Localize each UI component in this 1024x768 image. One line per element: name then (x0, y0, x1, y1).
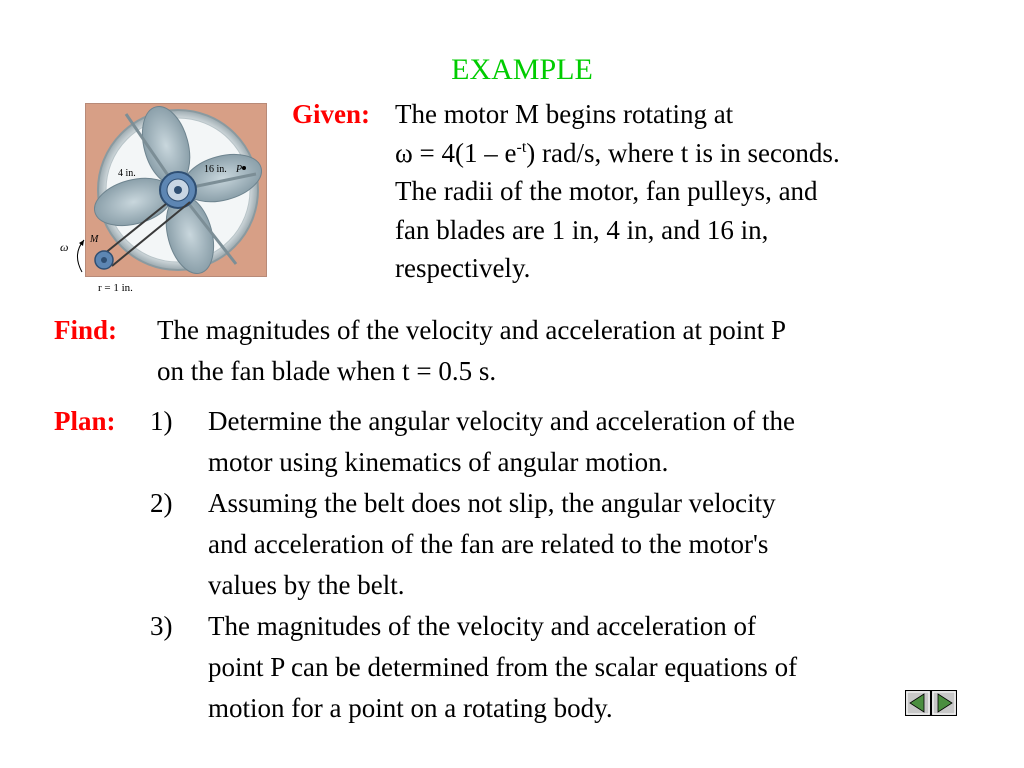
find-label: Find: (54, 315, 118, 345)
plan-item-1-line-1: Determine the angular velocity and acceleration of the (208, 406, 795, 436)
plan-label: Plan: (54, 406, 116, 436)
given-text (395, 96, 995, 289)
plan-item-2-num: 2) (150, 488, 173, 518)
label-m: M (90, 234, 99, 245)
fan-illustration (86, 104, 266, 276)
label-omega: ω (60, 240, 69, 254)
plan-item-2-line-1: Assuming the belt does not slip, the angular velocity (208, 488, 776, 518)
plan-item-3-line-2: point P can be determined from the scalar equations of (208, 652, 798, 682)
label-r: r = 1 in. (98, 282, 133, 294)
find-line-1: The magnitudes of the velocity and acceleration at point P (157, 315, 787, 345)
slide-title: EXAMPLE (451, 53, 593, 86)
find-text (157, 312, 977, 394)
given-line-4: fan blades are 1 in, 4 in, and 16 in, (395, 214, 769, 245)
plan-item-2-line-2: and acceleration of the fan are related to the motor's (208, 529, 769, 559)
omega-arrow-icon (68, 236, 88, 276)
label-p: P (236, 164, 243, 175)
plan-item-3-num: 3) (150, 611, 173, 641)
plan-item-3-text (208, 608, 797, 731)
plan-item-3-line-1: The magnitudes of the velocity and acceleration of (208, 611, 757, 641)
plan-item-1-line-2: motor using kinematics of angular motion. (208, 447, 669, 477)
label-4in: 4 in. (118, 168, 136, 179)
given-line-5: respectively. (395, 253, 531, 283)
plan-item-2-text (208, 485, 776, 608)
given-line-2-sup: -t (516, 138, 527, 156)
prev-slide-button[interactable] (906, 691, 931, 716)
given-line-3: The radii of the motor, fan pulleys, and (395, 176, 818, 206)
slide-nav-graphic (905, 690, 957, 716)
plan-item-2-line-3: values by the belt. (208, 570, 405, 600)
given-line-2-post: ) rad/s, where t is in seconds. (526, 137, 840, 168)
plan-item-1-text (208, 403, 795, 485)
given-line-2-pre: ω = 4(1 – e (395, 137, 517, 168)
slide-nav (905, 690, 957, 716)
plan-item-3-line-3: motion for a point on a rotating body. (208, 693, 613, 723)
given-label: Given: (292, 99, 370, 129)
given-line-1: The motor M begins rotating at (395, 99, 734, 129)
given-line-2 (395, 135, 995, 174)
next-slide-button[interactable] (932, 691, 957, 716)
fan-figure (85, 103, 267, 277)
plan-item-1-num: 1) (150, 406, 173, 436)
label-16in: 16 in. (204, 164, 227, 175)
find-line-2: on the fan blade when t = 0.5 s. (157, 356, 497, 386)
